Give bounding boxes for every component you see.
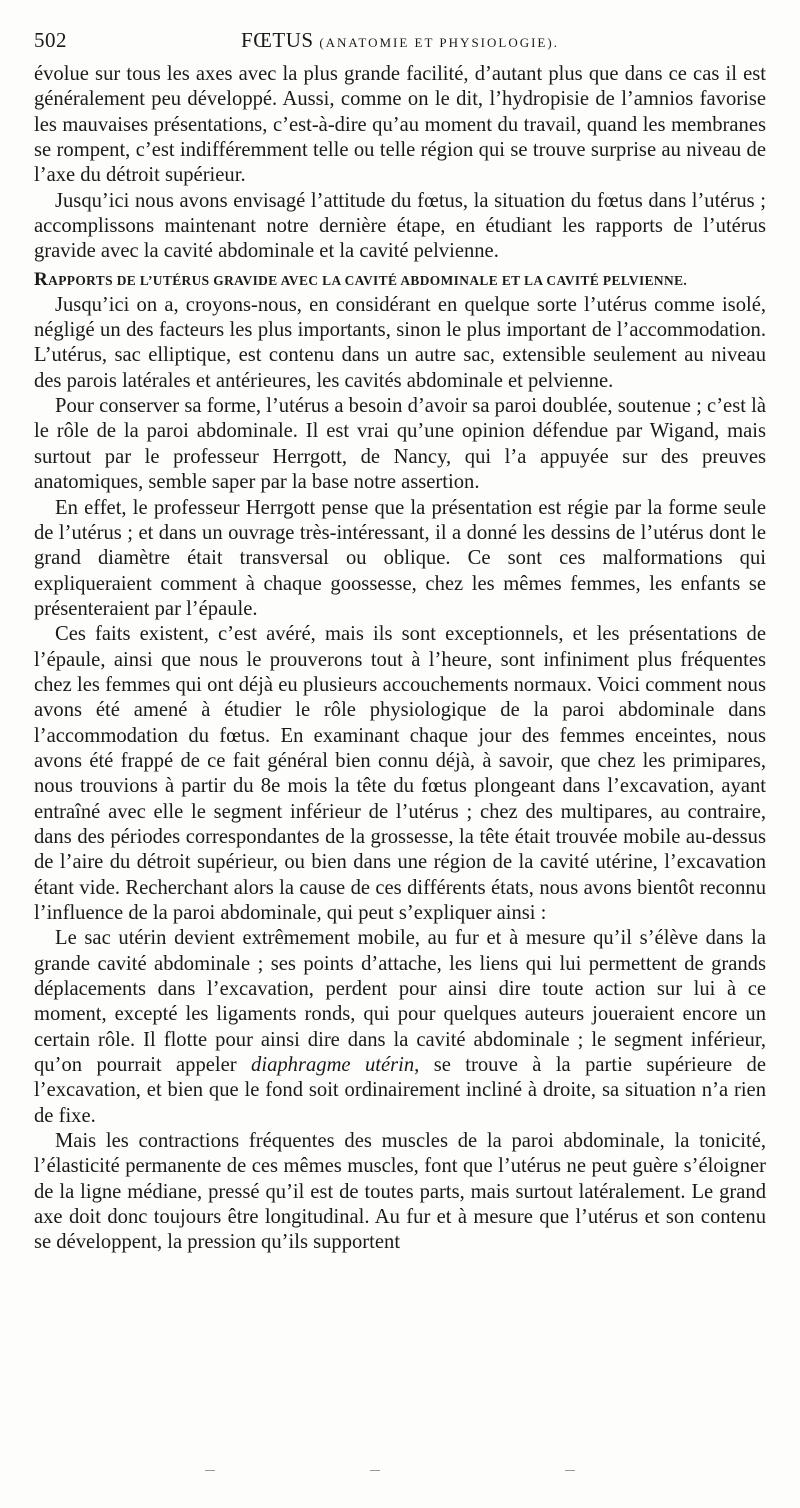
print-mark bbox=[565, 1470, 575, 1471]
italic-term: diaphragme utérin bbox=[251, 1054, 415, 1077]
section-heading bbox=[34, 267, 766, 293]
running-head bbox=[34, 28, 766, 62]
paragraph-1: évolue sur tous les axes avec la plus grande facilité, d’autant plus que dans ce cas il est généralement peu développé. Aussi, comme on le dit, l’hydropisie de l’amnios favorise les mauvaises présentations, c’est-à-dire qu’au moment du travail, quand les membranes se rompent, c’est indifféremment telle ou telle région qui se trouve surprise au niveau de l’axe du détroit supérieur. bbox=[34, 63, 766, 187]
page-number: 502 bbox=[34, 28, 67, 52]
paragraph-7-part-b: , se trouve à la partie supérieure de l’excavation, et bien que le fond soit ordinairement incliné à droite, sa situation n’a rien de fixe. bbox=[34, 1054, 766, 1127]
section-heading-initial: R bbox=[34, 268, 49, 290]
bottom-print-marks bbox=[0, 1470, 800, 1480]
paragraph-7-part-a: Le sac utérin devient extrêmement mobile, au fur et à mesure qu’il s’élève dans la grande cavité abdominale ; ses points d’attache, les liens qui lui permettent de grands déplacements dans l’excavation, perdent pour ainsi dire toute action sur lui à ce moment, excepté les ligaments ronds, qui pour quelques auteurs joueraient encore un certain rôle. Il flotte pour ainsi dire dans la cavité abdominale ; le segment inférieur, qu’on pourrait appeler bbox=[34, 927, 766, 1077]
paragraph-4: Pour conserver sa forme, l’utérus a besoin d’avoir sa paroi doublée, soutenue ; c’est là le rôle de la paroi abdominale. Il est vrai qu’une opinion défendue par Wigand, mais surtout par le professeur Herrgott, de Nancy, qui l’a appuyée sur des preuves anatomiques, semble saper par la base notre assertion. bbox=[34, 395, 766, 494]
running-title-subtitle: (ANATOMIE ET PHYSIOLOGIE). bbox=[319, 35, 559, 50]
paragraph-5: En effet, le professeur Herrgott pense que la présentation est régie par la forme seule de l’utérus ; et dans un ouvrage très-intéressant, il a donné les dessins de l’utérus dont le grand diamètre était transversal ou oblique. Ce sont ces malformations qui expliqueraient comment à chaque goossesse, chez les mêmes femmes, les enfants se présenteraient par l’épaule. bbox=[34, 496, 766, 620]
print-mark bbox=[205, 1470, 215, 1471]
section-heading-text: APPORTS DE L’UTÉRUS GRAVIDE AVEC LA CAVITÉ ABDOMINALE ET LA CAVITÉ PELVIENNE. bbox=[48, 272, 688, 288]
running-title bbox=[34, 28, 766, 53]
print-mark bbox=[370, 1470, 380, 1471]
paragraph-6: Ces faits existent, c’est avéré, mais ils sont exceptionnels, et les présentations de l’épaule, ainsi que nous le prouverons tout à l’heure, sont infiniment plus fréquentes chez les femmes qui ont déjà eu plusieurs accouchements normaux. Voici comment nous avons été amené à étudier le rôle physiologique de la paroi abdominale dans l’accommodation du fœtus. En examinant chaque jour des femmes enceintes, nous avons été frappé de ce fait général bien connu déjà, à savoir, que chez les primipares, nous trouvions à partir du 8e mois la tête du fœtus plongeant dans l’excavation, ayant entraîné avec elle le segment inférieur de l’utérus ; chez des multipares, au contraire, dans des périodes correspondantes de la grossesse, la tête était trouvée mobile au-dessus de l’aire du détroit supérieur, ou bien dans une région de la cavité utérine, l’excavation étant vide. Recherchant alors la cause de ces différents états, nous avons bientôt reconnu l’influence de la paroi abdominale, qui peut s’expliquer ainsi : bbox=[34, 623, 766, 924]
paragraph-8: Mais les contractions fréquentes des muscles de la paroi abdominale, la tonicité, l’élasticité permanente de ces mêmes muscles, font que l’utérus ne peut guère s’éloigner de la ligne médiane, pressé qu’il est de toutes parts, mais surtout latéralement. Le grand axe doit donc toujours être longitudinal. Au fur et à mesure que l’utérus et son contenu se développent, la pression qu’ils supportent bbox=[34, 1130, 766, 1254]
paragraph-3: Jusqu’ici on a, croyons-nous, en considérant en quelque sorte l’utérus comme isolé, négligé un des facteurs les plus importants, sinon le plus important de l’accommodation. L’utérus, sac elliptique, est contenu dans un autre sac, extensible seulement au niveau des parois latérales et antérieures, les cavités abdominale et pelvienne. bbox=[34, 293, 766, 392]
paragraph-7 bbox=[34, 926, 766, 1129]
paragraph-2: Jusqu’ici nous avons envisagé l’attitude du fœtus, la situation du fœtus dans l’utérus ; accomplissons maintenant notre dernière étape, en étudiant les rapports de l’utérus gravide avec la cavité abdominale et la cavité pelvienne. bbox=[34, 189, 766, 263]
body-text bbox=[34, 62, 766, 1256]
running-title-main: FŒTUS bbox=[241, 28, 314, 52]
